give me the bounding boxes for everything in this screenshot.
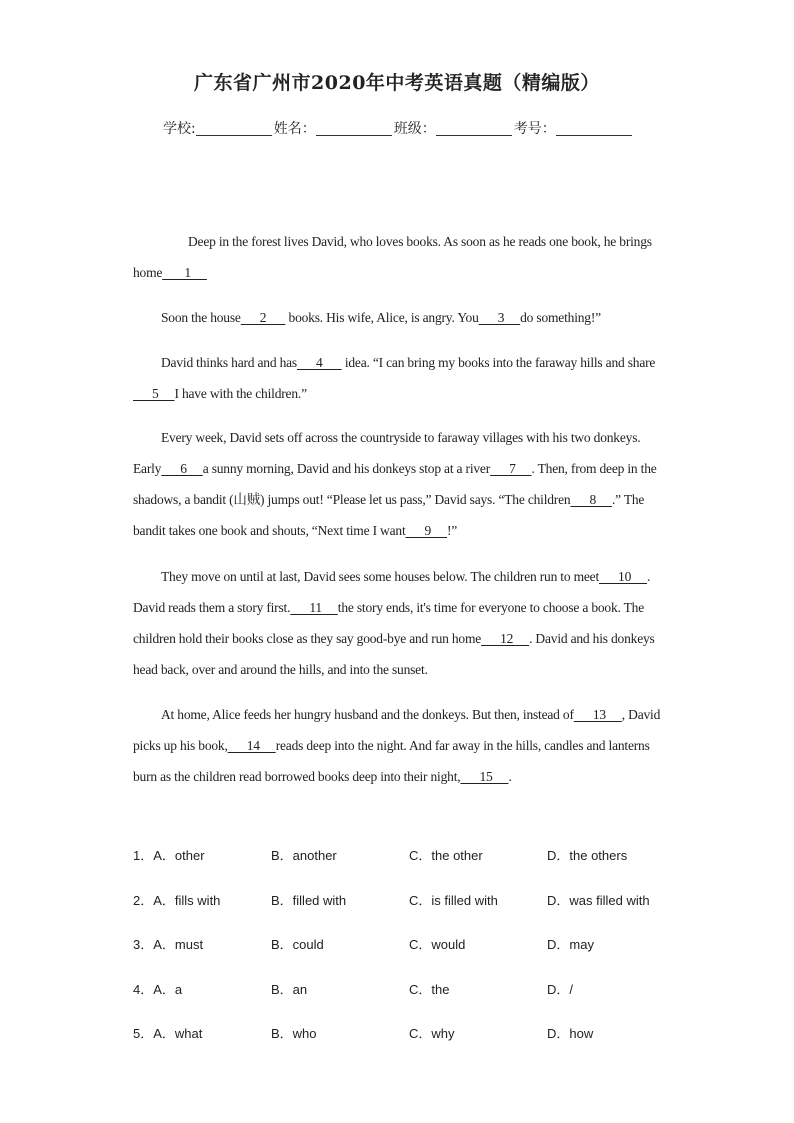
page-title: 广东省广州市2020年中考英语真题（精编版）	[194, 72, 600, 94]
option-d: D．may	[547, 937, 594, 952]
id-label: 考号：	[513, 121, 556, 137]
option-a: 1．A．other	[133, 848, 205, 863]
blank-14: 14	[227, 738, 276, 753]
option-a: 4．A．a	[133, 981, 183, 997]
blank-6: 6	[161, 461, 203, 476]
passage-text: idea. “I can bring my books into the faraway hills and share	[341, 355, 656, 370]
question-row-5	[133, 1023, 733, 1068]
option-b: B．who	[271, 1026, 317, 1041]
school-label: 学校:	[163, 121, 196, 137]
blank-2: 2	[240, 310, 286, 325]
passage-text: reads deep into the night. And far away in the hills, candles and lanterns burn as the children read borrowed books deep into their night,	[133, 738, 650, 784]
passage-text: Soon the house	[161, 310, 241, 325]
option-c: C．why	[409, 1026, 455, 1041]
option-b: B．could	[271, 937, 324, 952]
blank-12: 12	[481, 631, 530, 646]
option-b: B．another	[271, 848, 337, 863]
blank-15: 15	[460, 769, 509, 784]
class-label: 班级：	[393, 121, 436, 137]
student-info-line	[163, 118, 634, 138]
passage-text: the story ends, it's time for everyone to choose a book. The children hold their books close as they say good-bye and run home	[133, 600, 645, 646]
passage-text: !”	[446, 523, 458, 538]
blank-10: 10	[599, 569, 648, 584]
name-label: 姓名：	[273, 121, 316, 137]
passage-text: . Then, from deep in the shadows, a bandit (山贼) jumps out! “Please let us pass,” David says. “The children	[133, 461, 657, 507]
blank-9: 9	[405, 523, 447, 538]
passage-text: They move on until at last, David sees some houses below. The children run to meet	[161, 569, 599, 584]
option-d: D．the others	[547, 848, 628, 863]
passage-text: Every week, David sets off across the countryside to faraway villages with his two donkeys. Early	[133, 430, 641, 476]
id-field[interactable]	[556, 121, 632, 136]
option-d: D．was filled with	[547, 892, 650, 908]
blank-7: 7	[490, 461, 532, 476]
passage-text: At home, Alice feeds her hungry husband and the donkeys. But then, instead of	[161, 707, 574, 722]
passage-paragraph-6	[133, 699, 663, 792]
passage-paragraph-1	[133, 226, 663, 288]
option-d: D．/	[547, 981, 574, 997]
passage-paragraph-4	[133, 422, 663, 546]
passage-text: , David picks up his book,	[133, 707, 661, 753]
class-field[interactable]	[436, 121, 512, 136]
question-row-3	[133, 934, 733, 979]
option-a: 3．A．must	[133, 937, 204, 952]
blank-3: 3	[478, 310, 521, 325]
option-a: 2．A．fills with	[133, 892, 221, 908]
option-c: C．is filled with	[409, 892, 498, 908]
blank-13: 13	[573, 707, 622, 722]
option-a: 5．A．what	[133, 1026, 203, 1041]
passage-text: . David and his donkeys head back, over and around the hills, and into the sunset.	[133, 631, 655, 677]
option-c: C．the	[409, 981, 450, 997]
passage-text: Deep in the forest lives David, who loves books. As soon as he reads one book, he brings home	[133, 234, 652, 280]
passage-paragraph-5	[133, 561, 663, 685]
blank-8: 8	[570, 492, 612, 507]
option-d: D．how	[547, 1026, 594, 1041]
question-row-4	[133, 979, 733, 1024]
name-field[interactable]	[316, 121, 392, 136]
blank-4: 4	[296, 355, 342, 370]
option-b: B．an	[271, 981, 308, 997]
passage-text: do something!”	[520, 310, 601, 325]
passage-text: .” The bandit takes one book and shouts, “Next time I want	[133, 492, 645, 538]
passage-text: David thinks hard and has	[161, 355, 297, 370]
option-b: B．filled with	[271, 892, 347, 908]
question-row-1	[133, 845, 733, 890]
option-c: C．the other	[409, 848, 483, 863]
passage-text: . David reads them a story first.	[133, 569, 651, 615]
passage-paragraph-2	[133, 302, 663, 333]
blank-1: 1	[162, 265, 207, 280]
question-row-2	[133, 890, 733, 935]
school-field[interactable]	[196, 121, 272, 136]
passage-text: a sunny morning, David and his donkeys stop at a river	[202, 461, 491, 476]
passage-text: .	[508, 769, 512, 784]
passage-text: I have with the children.”	[174, 386, 307, 401]
passage-text: books. His wife, Alice, is angry. You	[285, 310, 479, 325]
passage-paragraph-3	[133, 347, 663, 409]
blank-5: 5	[133, 386, 175, 401]
question-options	[133, 845, 733, 1068]
blank-11: 11	[290, 600, 338, 615]
option-c: C．would	[409, 937, 466, 952]
